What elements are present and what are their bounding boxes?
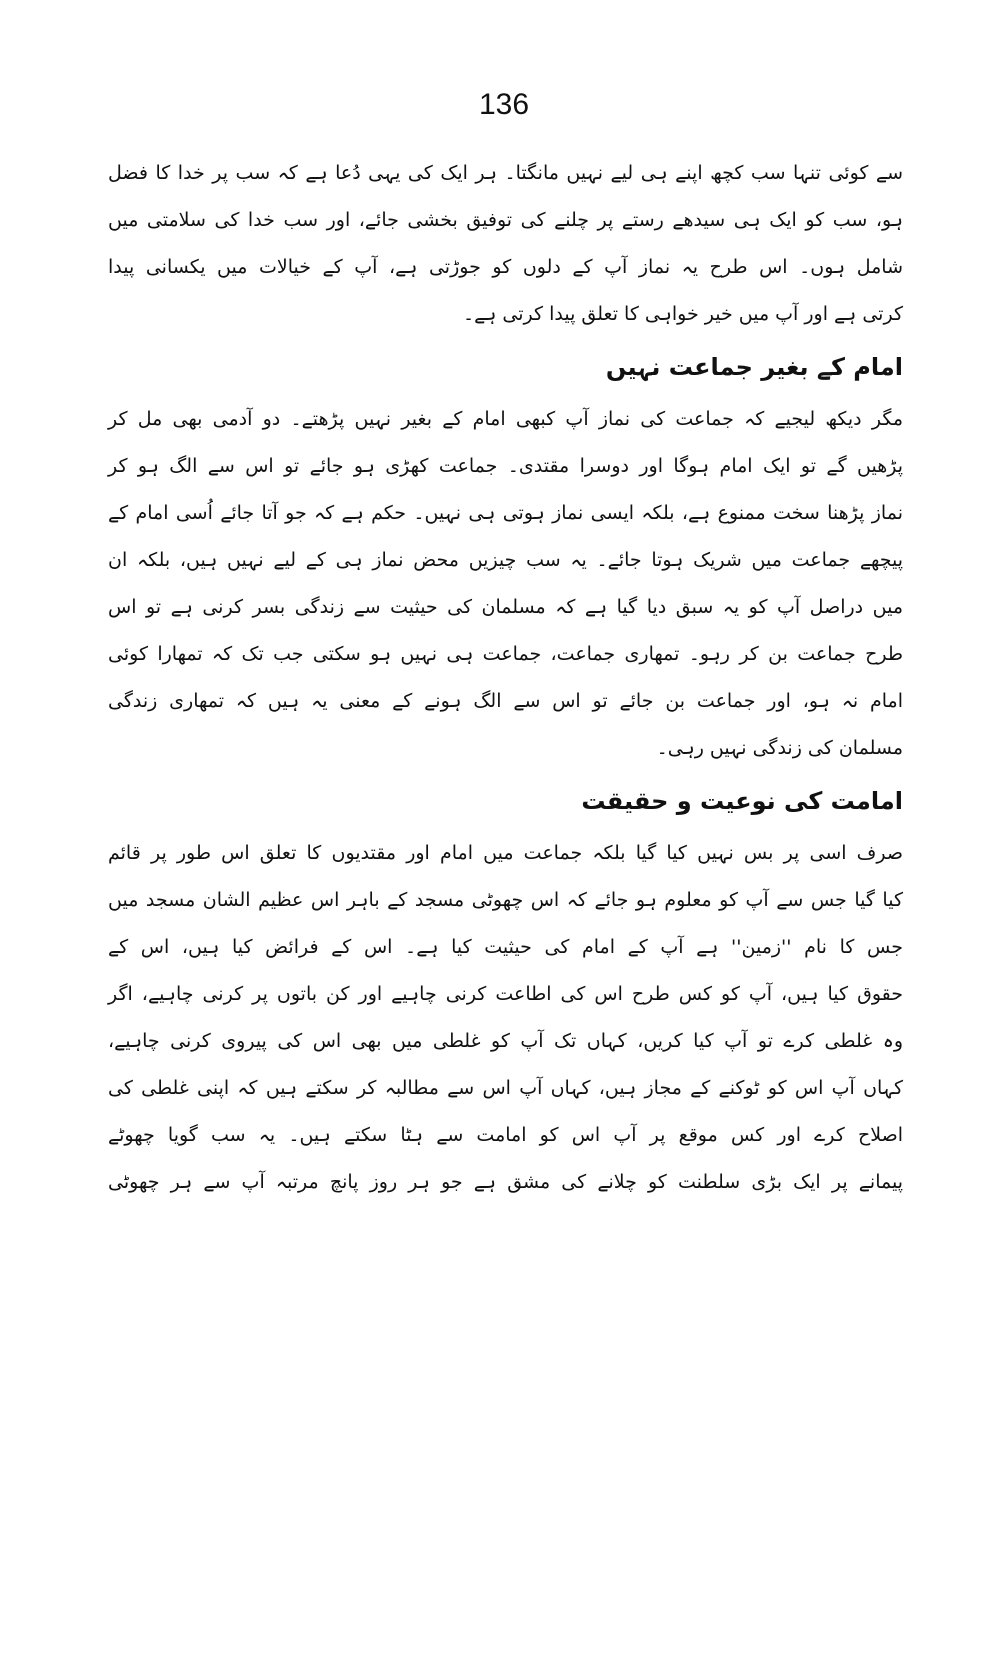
page-body bbox=[108, 150, 903, 1206]
text-line: پیمانے پر ایک بڑی سلطنت کو چلانے کی مشق ہے جو ہر روز پانچ مرتبہ آپ سے ہر چھوٹی bbox=[108, 1171, 903, 1193]
text-line: طرح جماعت بن کر رہو۔ تمھاری جماعت، جماعت ہی نہیں ہو سکتی جب تک کہ تمھارا کوئی bbox=[108, 643, 903, 665]
paragraph-2 bbox=[108, 396, 903, 772]
text-line: کرتی ہے اور آپ میں خیر خواہی کا تعلق پیدا کرتی ہے۔ bbox=[462, 303, 903, 325]
text-line: جس کا نام ''زمین'' ہے آپ کے امام کی حیثیت کیا ہے۔ اس کے فرائض کیا ہیں، اس کے bbox=[108, 936, 903, 958]
text-line: نماز پڑھنا سخت ممنوع ہے، بلکہ ایسی نماز ہوتی ہی نہیں۔ حکم ہے کہ جو آتا جائے اُسی امام کے bbox=[108, 502, 903, 524]
text-line: ہو، سب کو ایک ہی سیدھے رستے پر چلنے کی توفیق بخشی جائے، اور سب خدا کی سلامتی میں bbox=[108, 209, 903, 231]
text-line: کیا گیا جس سے آپ کو معلوم ہو جائے کہ اس چھوٹی مسجد کے باہر اس عظیم الشان مسجد میں bbox=[108, 889, 903, 911]
text-line: وہ غلطی کرے تو آپ کیا کریں، کہاں تک آپ کو غلطی میں بھی اس کی پیروی کرنی چاہیے، bbox=[108, 1030, 903, 1052]
text-line: میں دراصل آپ کو یہ سبق دیا گیا ہے کہ مسلمان کی حیثیت سے زندگی بسر کرنی ہے تو اس bbox=[108, 596, 903, 618]
text-line: پڑھیں گے تو ایک امام ہوگا اور دوسرا مقتدی۔ جماعت کھڑی ہو جائے تو اس سے الگ ہو کر bbox=[108, 455, 903, 477]
text-line: پیچھے جماعت میں شریک ہوتا جائے۔ یہ سب چیزیں محض نماز ہی کے لیے نہیں ہیں، بلکہ ان bbox=[108, 549, 903, 571]
paragraph-1 bbox=[108, 150, 903, 338]
text-line: مسلمان کی زندگی نہیں رہی۔ bbox=[656, 737, 903, 759]
text-line: صرف اسی پر بس نہیں کیا گیا بلکہ جماعت میں امام اور مقتدیوں کا تعلق اس طور پر قائم bbox=[108, 842, 903, 864]
text-line: سے کوئی تنہا سب کچھ اپنے ہی لیے نہیں مانگتا۔ ہر ایک کی یہی دُعا ہے کہ سب پر خدا کا فضل bbox=[108, 162, 903, 184]
page-number: 136 bbox=[478, 88, 530, 121]
text-line: کہاں آپ اس کو ٹوکنے کے مجاز ہیں، کہاں آپ اس سے مطالبہ کر سکتے ہیں کہ اپنی غلطی کی bbox=[108, 1077, 903, 1099]
paragraph-3 bbox=[108, 830, 903, 1206]
section-heading: امامت کی نوعیت و حقیقت bbox=[581, 787, 903, 815]
text-line: مگر دیکھ لیجیے کہ جماعت کی نماز آپ کبھی امام کے بغیر نہیں پڑھتے۔ دو آدمی بھی مل کر bbox=[108, 408, 903, 430]
text-line: حقوق کیا ہیں، آپ کو کس طرح اس کی اطاعت کرنی چاہیے اور کن باتوں پر کرنی چاہیے، اگر bbox=[108, 983, 903, 1005]
text-line: امام نہ ہو، اور جماعت بن جائے تو اس سے الگ ہونے کے معنی یہ ہیں کہ تمھاری زندگی bbox=[108, 690, 903, 712]
section-heading: امام کے بغیر جماعت نہیں bbox=[605, 353, 903, 381]
text-line: اصلاح کرے اور کس موقع پر آپ اس کو امامت سے ہٹا سکتے ہیں۔ یہ سب گویا چھوٹے bbox=[108, 1124, 903, 1146]
text-line: شامل ہوں۔ اس طرح یہ نماز آپ کے دلوں کو جوڑتی ہے، آپ کے خیالات میں یکسانی پیدا bbox=[108, 256, 903, 278]
